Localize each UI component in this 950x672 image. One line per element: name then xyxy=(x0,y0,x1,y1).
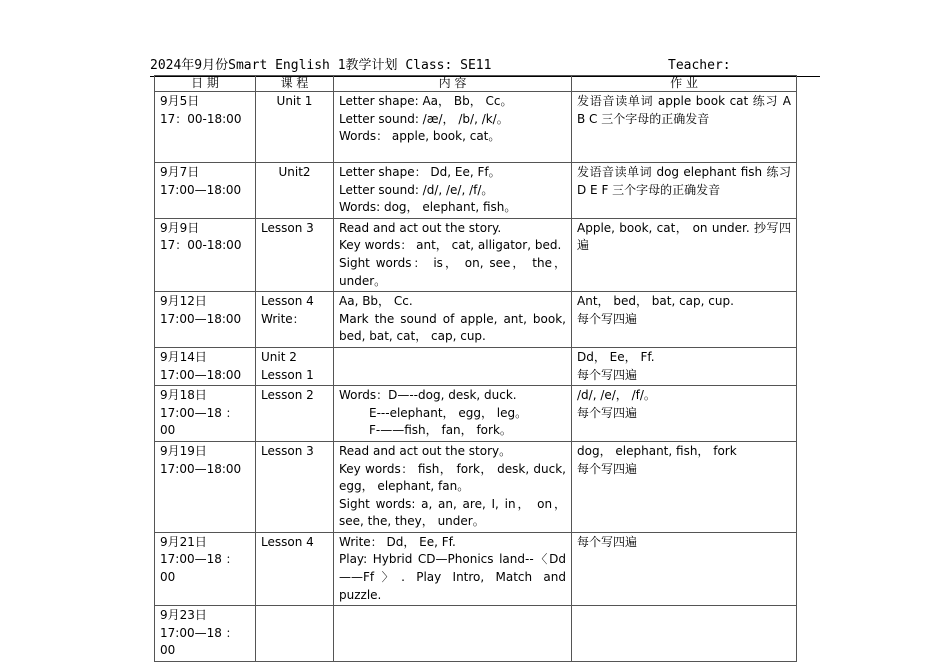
course-line: Unit2 xyxy=(278,165,311,179)
course-line: Lesson 4 xyxy=(261,534,314,549)
date-line: 9月19日 xyxy=(160,443,207,458)
date-line: 9月7日 xyxy=(160,165,200,179)
homework-cell xyxy=(572,163,797,219)
content-line: Words: dog， elephant, fish。 xyxy=(339,200,517,215)
homework-line: Ant， bed， bat, cap, cup. xyxy=(577,294,734,309)
content-line: Mark the sound of apple, ant, book, bed, bat, cat， cap, cup. xyxy=(339,311,566,344)
homework-cell xyxy=(572,347,797,385)
table-row xyxy=(155,386,797,442)
content-cell xyxy=(334,606,572,662)
course-cell xyxy=(256,347,334,385)
table-row xyxy=(155,532,797,605)
date-cell xyxy=(155,532,256,605)
homework-line: /d/, /e/， /f/。 xyxy=(577,388,656,403)
table-row xyxy=(155,606,797,662)
course-line: Lesson 3 xyxy=(261,220,314,235)
homework-cell xyxy=(572,386,797,442)
homework-line: Dd， Ee， Ff. xyxy=(577,349,655,364)
homework-line: 每个写四遍 xyxy=(577,405,638,420)
time-line: 17：00-18:00 xyxy=(160,111,242,126)
content-line: Key words： fish， fork， desk, duck, egg， elephant, fan。 xyxy=(339,461,566,494)
date-line: 9月9日 xyxy=(160,220,200,235)
course-line: Lesson 2 xyxy=(261,388,314,403)
content-cell xyxy=(334,163,572,219)
course-line: Lesson 4 xyxy=(261,294,314,309)
content-line: Letter sound: /d/, /e/, /f/。 xyxy=(339,182,494,197)
time-line: 17:00—18 ： xyxy=(160,625,238,640)
table-header-row xyxy=(155,76,797,92)
table-row xyxy=(155,163,797,219)
course-cell xyxy=(256,386,334,442)
homework-line: 每个写四遍 xyxy=(577,461,638,476)
header-content: 内 容 xyxy=(334,76,572,92)
date-line: 9月18日 xyxy=(160,388,207,403)
homework-cell xyxy=(572,92,797,163)
date-cell xyxy=(155,163,256,219)
homework-line: 发语音读单词 dog elephant fish 练习 D E F 三个字母的正确发音 xyxy=(577,165,791,197)
course-cell xyxy=(256,163,334,219)
content-line: Letter shape: Aa， Bb， Cc。 xyxy=(339,94,513,108)
course-line: Unit 1 xyxy=(276,94,313,108)
table-row xyxy=(155,292,797,348)
table-row xyxy=(155,441,797,532)
content-line: Read and act out the story。 xyxy=(339,443,512,458)
content-line: Key words： ant， cat, alligator, bed. xyxy=(339,238,562,253)
content-line: Words： apple, book, cat。 xyxy=(339,129,501,144)
content-line: Sight words： is， on, see， the， under。 xyxy=(339,255,566,288)
time-line: 17:00—18:00 xyxy=(160,182,242,197)
content-line: Words：D—--dog, desk, duck. xyxy=(339,388,517,403)
date-cell xyxy=(155,606,256,662)
date-cell xyxy=(155,218,256,291)
date-cell xyxy=(155,292,256,348)
content-cell xyxy=(334,92,572,163)
homework-line: Apple, book, cat， on under. 抄写四遍 xyxy=(577,220,791,253)
homework-cell xyxy=(572,218,797,291)
header-homework: 作 业 xyxy=(572,76,797,92)
content-line: Sight words: a, an, are, I, in， on， see, the, they， under。 xyxy=(339,496,566,529)
course-line: Lesson 1 xyxy=(261,367,314,382)
time-line: 17：00-18:00 xyxy=(160,238,242,253)
time-line: 17:00—18:00 xyxy=(160,461,242,476)
content-line: Play: Hybrid CD—Phonics land--〈Dd——Ff〉. Play Intro, Match and puzzle. xyxy=(339,552,566,602)
content-cell xyxy=(334,292,572,348)
time-line: 17:00—18 ： xyxy=(160,552,238,567)
homework-cell xyxy=(572,532,797,605)
date-cell xyxy=(155,441,256,532)
course-cell xyxy=(256,606,334,662)
time-line: 17:00—18:00 xyxy=(160,367,242,382)
homework-line: 每个写四遍 xyxy=(577,311,638,326)
content-cell xyxy=(334,441,572,532)
date-line: 9月5日 xyxy=(160,94,200,108)
course-cell xyxy=(256,292,334,348)
time-line: 00 xyxy=(160,570,176,585)
table-row xyxy=(155,92,797,163)
content-line: Read and act out the story. xyxy=(339,220,502,235)
teaching-plan-table xyxy=(154,75,797,662)
time-line: 00 xyxy=(160,643,176,658)
course-line: Unit 2 xyxy=(261,349,297,364)
date-line: 9月21日 xyxy=(160,534,207,549)
content-cell xyxy=(334,532,572,605)
course-line: Lesson 3 xyxy=(261,443,314,458)
table-row xyxy=(155,347,797,385)
table-row xyxy=(155,218,797,291)
content-line: E---elephant， egg， leg。 xyxy=(369,405,528,420)
title-teacher: Teacher: xyxy=(668,58,731,73)
homework-cell xyxy=(572,606,797,662)
time-line: 00 xyxy=(160,423,176,438)
content-line: Letter shape： Dd, Ee, Ff。 xyxy=(339,165,501,179)
homework-line: 每个写四遍 xyxy=(577,367,638,382)
time-line: 17:00—18:00 xyxy=(160,311,242,326)
date-line: 9月23日 xyxy=(160,608,207,623)
course-cell xyxy=(256,92,334,163)
homework-line: 每个写四遍 xyxy=(577,534,638,549)
date-cell xyxy=(155,92,256,163)
homework-line: dog， elephant, fish， fork xyxy=(577,443,737,458)
header-date: 日 期 xyxy=(155,76,256,92)
course-cell xyxy=(256,532,334,605)
date-line: 9月14日 xyxy=(160,349,207,364)
content-line: F-——fish， fan， fork。 xyxy=(369,423,512,438)
header-course: 课 程 xyxy=(256,76,334,92)
date-line: 9月12日 xyxy=(160,294,207,309)
content-cell xyxy=(334,386,572,442)
course-cell xyxy=(256,441,334,532)
date-cell xyxy=(155,347,256,385)
content-cell xyxy=(334,218,572,291)
title-main: 2024年9月份Smart English 1教学计划 Class: SE11 xyxy=(150,58,492,73)
time-line: 17:00—18 ： xyxy=(160,405,238,420)
content-line: Aa, Bb， Cc. xyxy=(339,294,413,309)
course-cell xyxy=(256,218,334,291)
date-cell xyxy=(155,386,256,442)
course-line: Write： xyxy=(261,311,305,326)
content-cell xyxy=(334,347,572,385)
homework-cell xyxy=(572,441,797,532)
homework-cell xyxy=(572,292,797,348)
content-line: Letter sound: /æ/， /b/, /k/。 xyxy=(339,111,509,126)
homework-line: 发语音读单词 apple book cat 练习 A B C 三个字母的正确发音 xyxy=(577,94,791,126)
content-line: Write： Dd， Ee, Ff. xyxy=(339,534,456,549)
